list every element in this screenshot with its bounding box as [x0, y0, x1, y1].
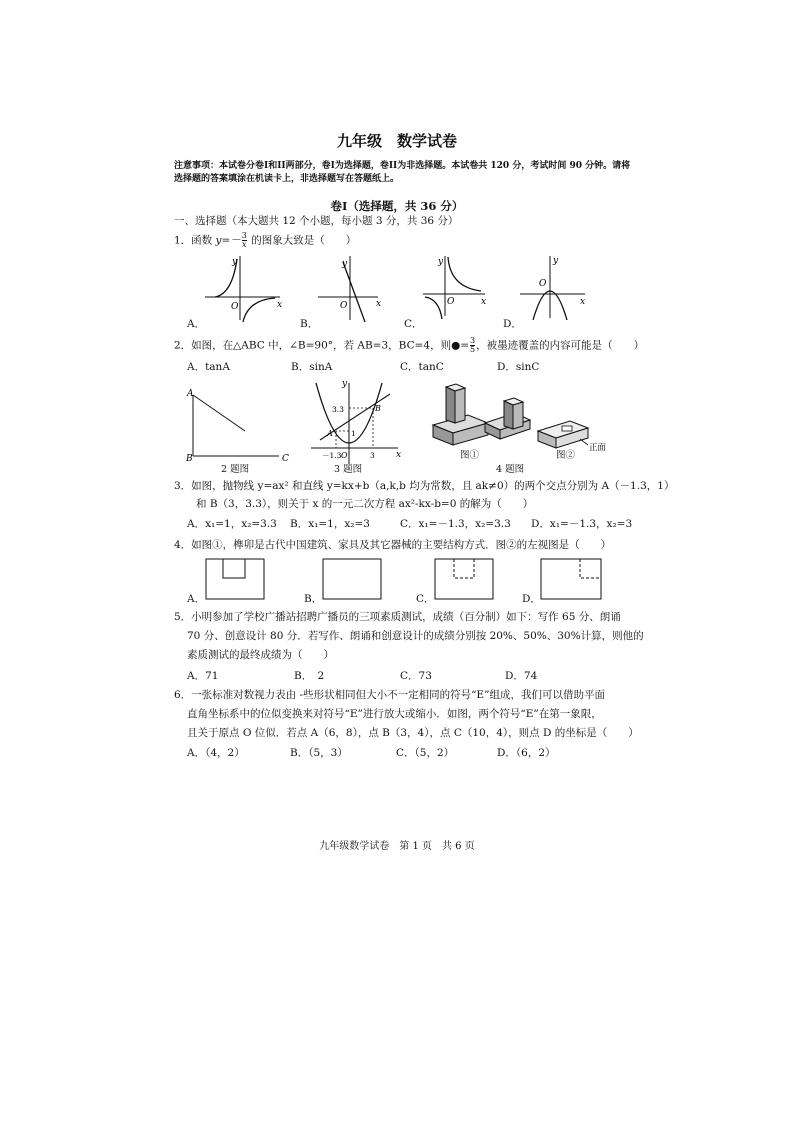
- question-6-line-2: 直角坐标系中的位似变换来对符号“E”进行放大或缩小．如图，两个符号“E”在第一象限，: [187, 708, 602, 720]
- q1-graph-b: [318, 254, 388, 324]
- svg-text:O: O: [231, 302, 239, 312]
- q1-option-d[interactable]: D．: [503, 318, 522, 330]
- svg-text:A: A: [327, 429, 333, 438]
- svg-text:y: y: [342, 259, 348, 269]
- q1-graph-d: [520, 254, 600, 324]
- svg-text:B: B: [375, 404, 381, 413]
- q4-view-b: [322, 558, 384, 602]
- svg-text:x: x: [396, 450, 402, 460]
- q2-option-a[interactable]: A．tanA: [187, 361, 230, 373]
- figure-4-caption: 4 题图: [496, 464, 525, 475]
- q4-option-c[interactable]: C．: [416, 593, 435, 605]
- q3-option-c[interactable]: C．x₁=－1.3，x₂=3.3: [400, 518, 511, 530]
- svg-text:O: O: [341, 451, 348, 460]
- q2-option-b[interactable]: B．sinA: [291, 361, 333, 373]
- svg-text:x: x: [481, 297, 487, 307]
- question-5-line-2: 70 分、创意设计 80 分．若写作、朗诵和创意设计的成绩分别按 20%、50%、30%计算，则他的: [187, 630, 644, 642]
- page-footer: 九年级数学试卷 第 1 页 共 6 页: [319, 841, 475, 852]
- q5-option-a[interactable]: A．71: [187, 670, 219, 682]
- section-title: 卷I（选择题，共 36 分）: [330, 199, 464, 213]
- svg-text:y: y: [438, 257, 444, 267]
- svg-text:x: x: [376, 299, 382, 309]
- question-2-stem: 2．如图，在△ABC 中，∠B=90°，若 AB=3，BC=4，则●= $\frac{3}{5}$ ，被墨迹覆盖的内容可能是（ ）: [174, 336, 645, 354]
- svg-text:y: y: [232, 257, 238, 267]
- q4-view-d: [540, 558, 604, 602]
- question-4-stem: 4．如图①，榫卯是古代中国建筑、家具及其它器械的主要结构方式．图②的左视图是（ ）: [174, 539, 612, 551]
- q1-option-a[interactable]: A．: [187, 318, 206, 330]
- exam-notice: 注意事项：本试卷分卷I和II两部分，卷I为选择题，卷II为非选择题。本试卷共 120 分，考试时间 90 分钟。请将选择题的答案填涂在机读卡上，非选择题写在答题纸上。: [174, 161, 631, 184]
- q2-option-d[interactable]: D．sinC: [497, 361, 540, 373]
- figure-4-cap2: 图②: [556, 450, 576, 461]
- q3-option-b[interactable]: B．x₁=1，x₂=3: [290, 518, 370, 530]
- svg-text:C: C: [282, 454, 289, 464]
- figure-4-cap1: 图①: [460, 450, 480, 461]
- svg-text:B: B: [186, 454, 193, 464]
- svg-text:A: A: [187, 389, 194, 399]
- question-1-stem: 1．函数 y=－ $\frac{3}{x}$ 的图象大致是（ ）: [174, 231, 357, 249]
- question-3-line-1: 3．如图，抛物线 y=ax² 和直线 y=kx+b（a,k,b 均为常数，且 ak≠0）的两个交点分别为 A（－1.3，1）: [174, 480, 675, 492]
- q4-view-a: [205, 558, 267, 602]
- svg-text:3.3: 3.3: [332, 405, 344, 414]
- q3-option-d[interactable]: D．x₁=－1.3，x₂=3: [531, 518, 633, 530]
- svg-text:O: O: [447, 297, 455, 307]
- figure-2-caption: 2 题图: [221, 464, 250, 475]
- svg-text:O: O: [340, 301, 348, 311]
- part-heading: 一、选择题（本大题共 12 个小题，每小题 3 分，共 36 分）: [174, 215, 459, 227]
- q6-option-a[interactable]: A．（4，2）: [187, 747, 245, 759]
- question-5-line-3: 素质测试的最终成绩为（ ）: [187, 649, 334, 661]
- q5-option-b[interactable]: B． 2: [294, 670, 325, 682]
- q4-option-a[interactable]: A．: [187, 593, 206, 605]
- figure-3-parabola: [306, 378, 406, 468]
- q5-option-d[interactable]: D．74: [505, 670, 538, 682]
- svg-text:y: y: [342, 379, 348, 389]
- q4-option-d[interactable]: D．: [522, 593, 541, 605]
- svg-text:3: 3: [370, 451, 375, 460]
- question-6-line-3: 且关于原点 O 位似．若点 A（6，8），点 B（3，4），点 C（10，4），则点 D 的坐标是（ ）: [187, 727, 639, 739]
- svg-text:1: 1: [351, 429, 356, 438]
- q2-option-c[interactable]: C．tanC: [400, 361, 444, 373]
- fraction: $\frac{3}{x}$: [241, 231, 247, 249]
- question-6-line-1: 6．一张标准对数视力表由 -些形状相同但大小不一定相同的符号“E”组成，我们可以借助平面: [174, 689, 605, 701]
- svg-text:－1.3: －1.3: [322, 451, 342, 460]
- question-3-line-2: 和 B（3，3.3），则关于 x 的一元二次方程 ax²-kx-b=0 的解为（ ）: [196, 498, 534, 510]
- q1-option-b[interactable]: B．: [300, 318, 319, 330]
- svg-text:y: y: [553, 256, 559, 266]
- svg-text:O: O: [539, 279, 547, 289]
- fraction: $\frac{3}{5}$: [470, 336, 476, 354]
- q1-graph-a: [205, 254, 285, 324]
- figure-2-triangle: [183, 385, 293, 475]
- q5-option-c[interactable]: C．73: [400, 670, 432, 682]
- q3-option-a[interactable]: A．x₁=1，x₂=3.3: [187, 518, 277, 530]
- q6-option-b[interactable]: B．（5，3）: [290, 747, 348, 759]
- q1-option-c[interactable]: C．: [404, 318, 423, 330]
- svg-text:正面: 正面: [589, 443, 607, 453]
- figure-3-caption: 3 题图: [334, 464, 363, 475]
- svg-text:x: x: [580, 297, 586, 307]
- q6-option-c[interactable]: C．（5，2）: [396, 747, 455, 759]
- q4-option-b[interactable]: B．: [304, 593, 323, 605]
- exam-title: 九年级 数学试卷: [336, 132, 457, 150]
- svg-text:x: x: [277, 300, 283, 310]
- q4-view-c: [434, 558, 496, 602]
- question-5-line-1: 5．小明参加了学校广播站招聘广播员的三项素质测试，成绩（百分制）如下：写作 65 分、朗诵: [174, 611, 621, 623]
- q1-graph-c: [423, 254, 493, 324]
- q6-option-d[interactable]: D．（6，2）: [497, 747, 556, 759]
